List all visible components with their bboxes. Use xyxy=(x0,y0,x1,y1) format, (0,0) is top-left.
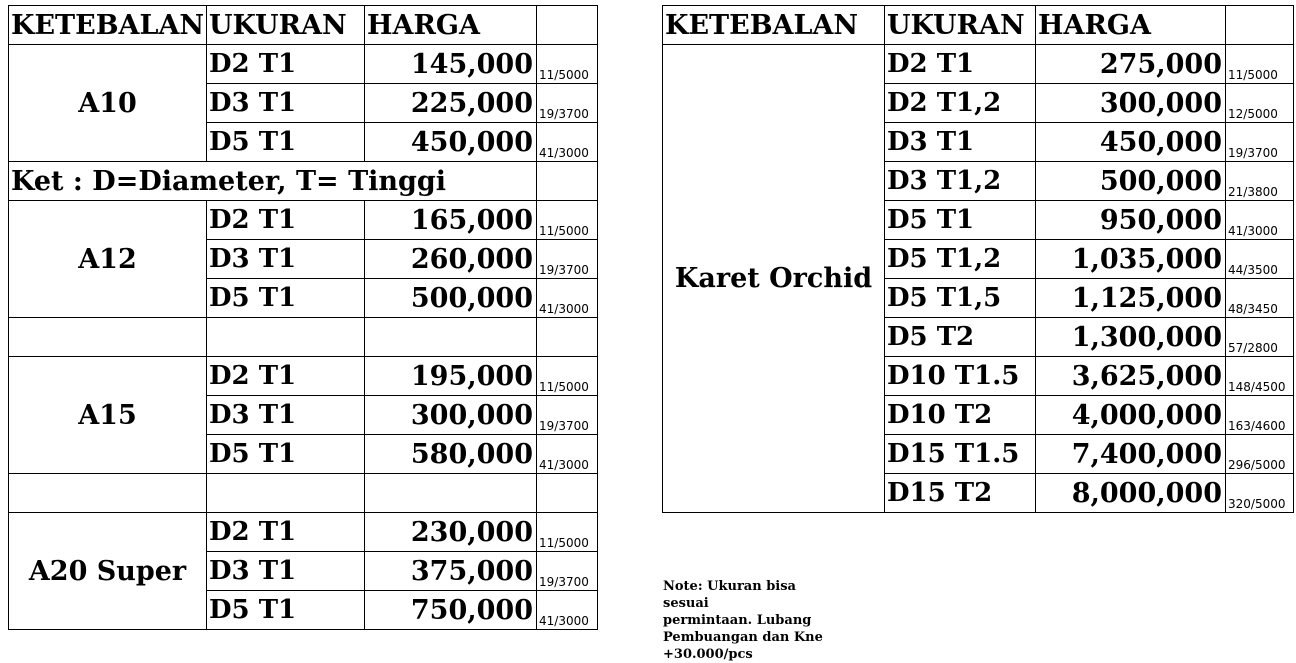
size-cell: D5 T1 xyxy=(207,123,365,162)
price-cell: 225,000 xyxy=(365,84,537,123)
size-cell: D5 T1,2 xyxy=(885,240,1036,279)
thickness-label: A12 xyxy=(9,201,207,318)
code-cell: 41/3000 xyxy=(537,435,598,474)
thickness-label: A20 Super xyxy=(9,513,207,630)
code-cell: 19/3700 xyxy=(537,84,598,123)
size-cell: D3 T1 xyxy=(207,240,365,279)
table-row xyxy=(9,357,598,396)
price-cell: 375,000 xyxy=(365,552,537,591)
blank-cell xyxy=(537,474,598,513)
size-cell: D5 T1 xyxy=(207,591,365,630)
code-cell: 48/3450 xyxy=(1226,279,1294,318)
price-cell: 145,000 xyxy=(365,45,537,84)
code-cell: 57/2800 xyxy=(1226,318,1294,357)
blank-cell xyxy=(207,474,365,513)
ket-row xyxy=(9,162,598,201)
price-cell: 300,000 xyxy=(365,396,537,435)
code-cell: 163/4600 xyxy=(1226,396,1294,435)
size-cell: D5 T1,5 xyxy=(885,279,1036,318)
size-cell: D15 T1.5 xyxy=(885,435,1036,474)
header-ukuran: UKURAN xyxy=(885,6,1036,45)
note-line: permintaan. Lubang xyxy=(663,613,812,628)
note-text xyxy=(663,578,843,663)
thickness-label: A10 xyxy=(9,45,207,162)
note-line: Pembuangan dan Kne xyxy=(663,630,823,645)
blank-cell xyxy=(365,474,537,513)
price-table-right xyxy=(662,5,1294,513)
header-row xyxy=(9,6,598,45)
code-cell: 21/3800 xyxy=(1226,162,1294,201)
code-cell: 11/5000 xyxy=(537,357,598,396)
size-cell: D10 T1.5 xyxy=(885,357,1036,396)
price-cell: 4,000,000 xyxy=(1036,396,1226,435)
note-line: Note: Ukuran bisa sesuai xyxy=(663,579,796,611)
size-cell: D5 T1 xyxy=(885,201,1036,240)
code-cell: 320/5000 xyxy=(1226,474,1294,513)
price-cell: 1,125,000 xyxy=(1036,279,1226,318)
header-harga: HARGA xyxy=(365,6,537,45)
price-cell: 3,625,000 xyxy=(1036,357,1226,396)
size-cell: D2 T1 xyxy=(207,357,365,396)
size-cell: D5 T2 xyxy=(885,318,1036,357)
header-blank xyxy=(537,6,598,45)
header-ukuran: UKURAN xyxy=(207,6,365,45)
price-cell: 450,000 xyxy=(365,123,537,162)
code-cell: 19/3700 xyxy=(1226,123,1294,162)
code-cell: 148/4500 xyxy=(1226,357,1294,396)
table-row xyxy=(663,45,1294,84)
price-cell: 450,000 xyxy=(1036,123,1226,162)
legend-text: Ket : D=Diameter, T= Tinggi xyxy=(9,162,537,201)
code-cell: 41/3000 xyxy=(537,123,598,162)
spacer-row xyxy=(9,318,598,357)
price-cell: 300,000 xyxy=(1036,84,1226,123)
code-cell: 41/3000 xyxy=(537,279,598,318)
header-ketebalan: KETEBALAN xyxy=(663,6,885,45)
thickness-label: A15 xyxy=(9,357,207,474)
blank-cell xyxy=(9,318,207,357)
table-row xyxy=(9,45,598,84)
code-cell: 41/3000 xyxy=(1226,201,1294,240)
price-cell: 275,000 xyxy=(1036,45,1226,84)
size-cell: D10 T2 xyxy=(885,396,1036,435)
header-row xyxy=(663,6,1294,45)
size-cell: D5 T1 xyxy=(207,279,365,318)
thickness-label: Karet Orchid xyxy=(663,45,885,513)
spacer-row xyxy=(9,474,598,513)
price-cell: 1,035,000 xyxy=(1036,240,1226,279)
code-cell: 11/5000 xyxy=(537,513,598,552)
size-cell: D5 T1 xyxy=(207,435,365,474)
blank-cell xyxy=(9,474,207,513)
size-cell: D15 T2 xyxy=(885,474,1036,513)
code-cell: 19/3700 xyxy=(537,396,598,435)
size-cell: D2 T1,2 xyxy=(885,84,1036,123)
price-cell: 165,000 xyxy=(365,201,537,240)
code-cell: 19/3700 xyxy=(537,552,598,591)
price-cell: 230,000 xyxy=(365,513,537,552)
price-cell: 500,000 xyxy=(365,279,537,318)
price-cell: 580,000 xyxy=(365,435,537,474)
header-blank xyxy=(1226,6,1294,45)
size-cell: D3 T1 xyxy=(207,396,365,435)
price-cell: 750,000 xyxy=(365,591,537,630)
size-cell: D2 T1 xyxy=(207,45,365,84)
table-row xyxy=(9,201,598,240)
code-cell: 296/5000 xyxy=(1226,435,1294,474)
code-cell: 11/5000 xyxy=(537,45,598,84)
size-cell: D3 T1,2 xyxy=(885,162,1036,201)
price-cell: 7,400,000 xyxy=(1036,435,1226,474)
code-cell: 11/5000 xyxy=(537,201,598,240)
size-cell: D3 T1 xyxy=(207,84,365,123)
size-cell: D3 T1 xyxy=(207,552,365,591)
blank-cell xyxy=(537,162,598,201)
size-cell: D2 T1 xyxy=(885,45,1036,84)
blank-cell xyxy=(537,318,598,357)
price-cell: 500,000 xyxy=(1036,162,1226,201)
header-ketebalan: KETEBALAN xyxy=(9,6,207,45)
code-cell: 44/3500 xyxy=(1226,240,1294,279)
price-table-right-body xyxy=(663,6,1294,513)
blank-cell xyxy=(365,318,537,357)
code-cell: 12/5000 xyxy=(1226,84,1294,123)
note-line: +30.000/pcs xyxy=(663,647,753,662)
size-cell: D2 T1 xyxy=(207,201,365,240)
header-harga: HARGA xyxy=(1036,6,1226,45)
blank-cell xyxy=(207,318,365,357)
price-cell: 8,000,000 xyxy=(1036,474,1226,513)
price-table-left-body xyxy=(9,6,598,630)
code-cell: 41/3000 xyxy=(537,591,598,630)
size-cell: D2 T1 xyxy=(207,513,365,552)
price-cell: 1,300,000 xyxy=(1036,318,1226,357)
code-cell: 11/5000 xyxy=(1226,45,1294,84)
price-cell: 195,000 xyxy=(365,357,537,396)
price-cell: 950,000 xyxy=(1036,201,1226,240)
price-cell: 260,000 xyxy=(365,240,537,279)
table-row xyxy=(9,513,598,552)
price-table-left xyxy=(8,5,598,630)
code-cell: 19/3700 xyxy=(537,240,598,279)
size-cell: D3 T1 xyxy=(885,123,1036,162)
